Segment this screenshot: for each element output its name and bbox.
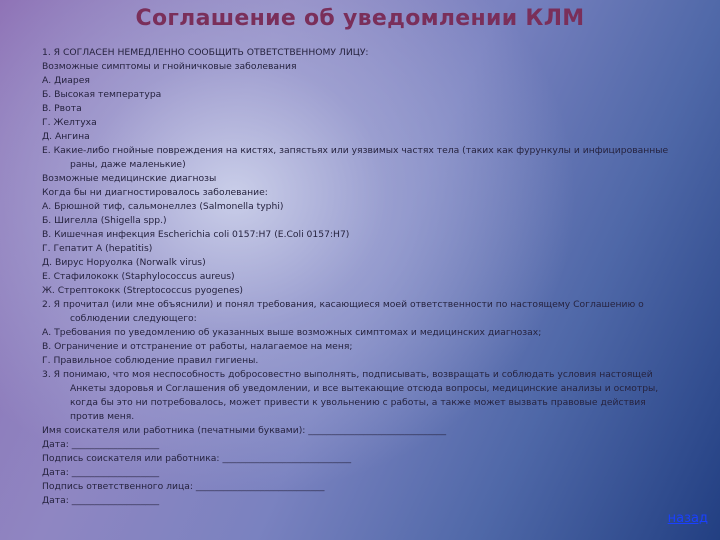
diagnosis-item: Г. Гепатит А (hepatitis)	[42, 243, 153, 254]
item-2-text: 2. Я прочитал (или мне объяснили) и понял требования, касающиеся моей ответственности по настоящему Соглашению о соблюдении следующего:	[42, 299, 644, 324]
diagnosis-item: Е. Стафилококк (Staphylococcus aureus)	[42, 271, 235, 282]
slide-title: Соглашение об уведомлении КЛМ	[135, 6, 585, 31]
symptom-item: Г. Желтуха	[42, 117, 97, 128]
employee-signature-field: Подпись соискателя или работника: ____________________________	[42, 453, 352, 464]
requirement-item: Г. Правильное соблюдение правил гигиены.	[42, 355, 259, 366]
diagnoses-subheading: Когда бы ни диагностировалось заболевание:	[42, 187, 268, 198]
symptom-item: Б. Высокая температура	[42, 89, 162, 100]
diagnosis-item: Д. Вирус Норуолка (Norwalk virus)	[42, 257, 206, 268]
back-link[interactable]: назад	[667, 511, 708, 526]
diagnoses-heading: Возможные медицинские диагнозы	[42, 173, 217, 184]
date-field: Дата: ___________________	[42, 439, 160, 450]
requirement-item: В. Ограничение и отстранение от работы, налагаемое на меня;	[42, 341, 353, 352]
symptoms-heading: Возможные симптомы и гнойничковые заболевания	[42, 61, 297, 72]
diagnosis-item: В. Кишечная инфекция Escherichia coli 0157:H7 (E.Coli 0157:H7)	[42, 229, 350, 240]
symptom-item: Е. Какие-либо гнойные повреждения на кистях, запястьях или уязвимых частях тела (таких как фурункулы и инфицированные раны, даже маленькие)	[42, 145, 669, 170]
diagnosis-item: А. Брюшной тиф, сальмонеллез (Salmonella typhi)	[42, 201, 284, 212]
diagnosis-item: Б. Шигелла (Shigella spp.)	[42, 215, 167, 226]
responsible-signature-field: Подпись ответственного лица: ____________________________	[42, 481, 325, 492]
agreement-text	[42, 46, 682, 508]
date-field: Дата: ___________________	[42, 495, 160, 506]
requirement-item: А. Требования по уведомлению об указанных выше возможных симптомах и медицинских диагнозах;	[42, 327, 542, 338]
item-3-text: 3. Я понимаю, что моя неспособность добросовестно выполнять, подписывать, возвращать и соблюдать условия настоящей Анкеты здоровья и Соглашения об уведомлении, и все вытекающие отсюда вопросы, медицинские анализы и осмотры, когда бы это ни потребовалось, может привести к увольнению с работы, а также может вызвать правовые действия против меня.	[42, 369, 659, 422]
symptom-item: В. Рвота	[42, 103, 82, 114]
date-field: Дата: ___________________	[42, 467, 160, 478]
diagnosis-item: Ж. Стрептококк (Streptococcus pyogenes)	[42, 285, 243, 296]
employee-name-field: Имя соискателя или работника (печатными буквами): ______________________________	[42, 425, 447, 436]
symptom-item: Д. Ангина	[42, 131, 90, 142]
item-1-heading: 1. Я СОГЛАСЕН НЕМЕДЛЕННО СООБЩИТЬ ОТВЕТСТВЕННОМУ ЛИЦУ:	[42, 47, 369, 58]
symptom-item: А. Диарея	[42, 75, 90, 86]
